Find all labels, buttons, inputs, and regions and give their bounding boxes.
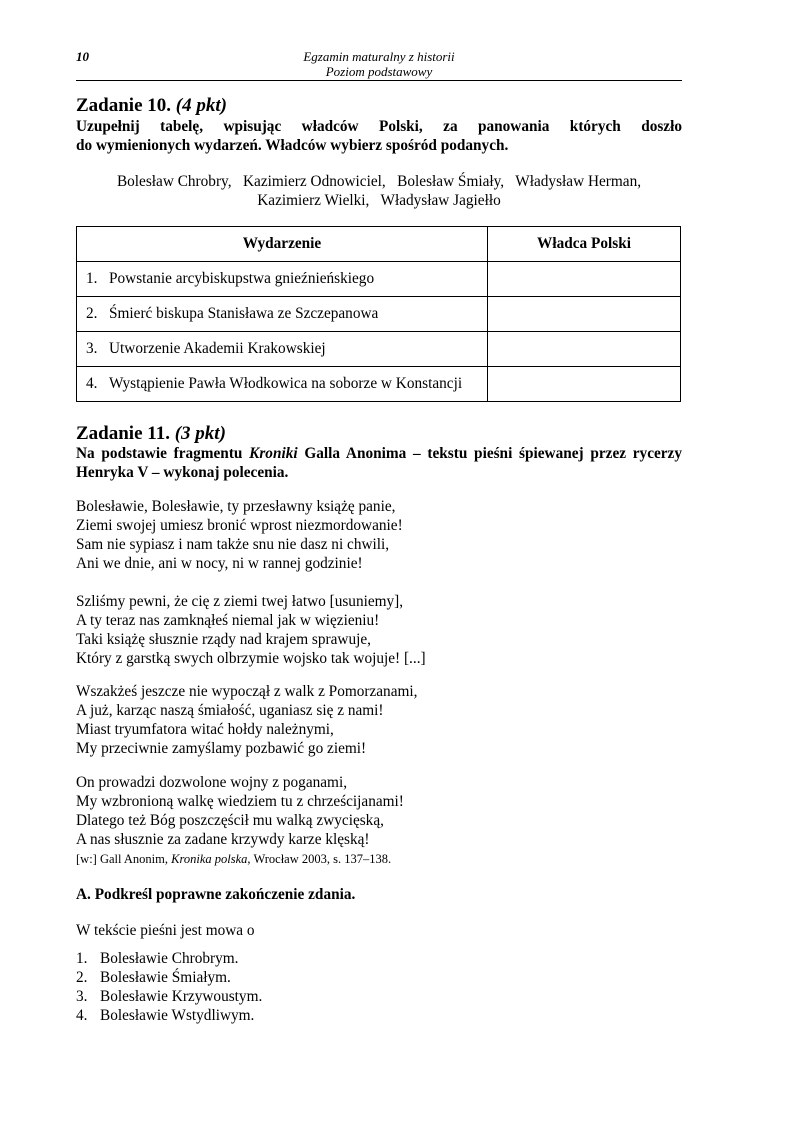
task11-title-text: Zadanie 11.: [76, 423, 170, 444]
option-text: Bolesławie Wstydliwym.: [100, 1007, 255, 1024]
source-citation: [76, 851, 682, 867]
verse-line: My przeciwnie zamyślamy pozbawić go ziemi!: [76, 740, 367, 757]
option-text: Bolesławie Śmiałym.: [100, 969, 231, 986]
verse-line: Bolesławie, Bolesławie, ty przesławny książę panie,: [76, 498, 396, 515]
option-number: 2.: [76, 969, 88, 986]
col-header-ruler: Władca Polski: [488, 227, 681, 262]
source-part: , Wrocław 2003, s. 137–138.: [247, 852, 392, 866]
verse-line: My wzbronioną walkę wiedziem tu z chrześcijanami!: [76, 793, 404, 810]
source-book-title: Kronika polska: [171, 852, 248, 866]
rulers-line1: Bolesław Chrobry, Kazimierz Odnowiciel, Bolesław Śmiały, Władysław Herman,: [116, 173, 642, 190]
verse-line: A nas słusznie za zadane krzywdy karze klęską!: [76, 831, 370, 848]
option-text: Bolesławie Krzywoustym.: [100, 988, 263, 1005]
verse-line: Szliśmy pewni, że cię z ziemi twej łatwo [usuniemy],: [76, 593, 404, 610]
verse-line: Miast tryumfatora witać hołdy należnymi,: [76, 721, 334, 738]
instr-part: Na podstawie fragmentu: [76, 445, 250, 462]
partA-stem: W tekście pieśni jest mowa o: [76, 922, 255, 939]
option-item[interactable]: [76, 987, 682, 1006]
task10-instruction-line2: do wymienionych wydarzeń. Władców wybierz spośród podanych.: [76, 137, 509, 154]
source-part: [w:] Gall Anonim,: [76, 852, 172, 866]
header-title-line1: Egzamin maturalny z historii: [303, 49, 455, 64]
option-number: 4.: [76, 1007, 88, 1024]
row-number: 1.: [86, 270, 98, 287]
task10-points: (4 pkt): [175, 95, 227, 116]
page-number: 10: [76, 49, 89, 64]
event-cell: [77, 262, 488, 297]
ruler-answer-cell[interactable]: [488, 332, 681, 367]
option-item[interactable]: [76, 1006, 682, 1025]
instr-title-kroniki: Kroniki: [249, 445, 298, 462]
ruler-answer-cell[interactable]: [488, 297, 681, 332]
task11-instruction-line1: [76, 444, 682, 463]
song-stanza-3: [76, 682, 682, 758]
option-number: 3.: [76, 988, 88, 1005]
table-header-row: [77, 227, 681, 262]
event-cell: [77, 367, 488, 402]
event-text: Utworzenie Akademii Krakowskiej: [109, 340, 326, 357]
task10-instruction-line1: Uzupełnij tabelę, wpisując władców Polski, za panowania których doszło: [76, 118, 682, 135]
task10-instruction: [76, 117, 682, 155]
event-cell: [77, 332, 488, 367]
verse-line: Taki książę słusznie rządy nad krajem sprawuje,: [76, 631, 371, 648]
task11-points: (3 pkt): [174, 423, 226, 444]
instr-part: Galla Anonima – tekstu pieśni śpiewanej przez rycerzy: [297, 445, 682, 462]
verse-line: Który z garstką swych olbrzymie wojsko tak wojuje! [...]: [76, 650, 426, 667]
ruler-answer-cell[interactable]: [488, 262, 681, 297]
task10-table: [76, 226, 681, 402]
option-item[interactable]: [76, 968, 682, 987]
partA-options: [76, 949, 682, 1025]
option-text: Bolesławie Chrobrym.: [100, 950, 239, 967]
song-stanza-2: [76, 592, 682, 668]
verse-line: Ziemi swojej umiesz bronić wprost niezmordowanie!: [76, 517, 403, 534]
table-row: [77, 262, 681, 297]
event-text: Śmierć biskupa Stanisława ze Szczepanowa: [109, 305, 379, 322]
song-stanza-4: [76, 773, 682, 849]
header-title-line2: Poziom podstawowy: [325, 64, 433, 79]
rulers-list: [76, 172, 682, 210]
verse-line: A ty teraz nas zamknąłeś niemal jak w więzieniu!: [76, 612, 380, 629]
table-row: [77, 297, 681, 332]
verse-line: On prowadzi dozwolone wojny z poganami,: [76, 774, 348, 791]
event-text: Wystąpienie Pawła Włodkowica na soborze w Konstancji: [109, 375, 463, 392]
rulers-line2: Kazimierz Wielki, Władysław Jagiełło: [257, 192, 501, 209]
task10-title: [76, 95, 682, 117]
task11-title: [76, 423, 682, 445]
col-header-event: Wydarzenie: [77, 227, 488, 262]
row-number: 3.: [86, 340, 98, 357]
task11-instruction: [76, 444, 682, 482]
table-row: [77, 332, 681, 367]
ruler-answer-cell[interactable]: [488, 367, 681, 402]
partA-title: A. Podkreśl poprawne zakończenie zdania.: [76, 886, 356, 903]
row-number: 2.: [86, 305, 98, 322]
verse-line: A już, karząc naszą śmiałość, uganiasz się z nami!: [76, 702, 384, 719]
event-text: Powstanie arcybiskupstwa gnieźnieńskiego: [109, 270, 375, 287]
verse-line: Ani we dnie, ani w nocy, ni w rannej godzinie!: [76, 555, 363, 572]
task11-instruction-line2: Henryka V – wykonaj polecenia.: [76, 464, 289, 481]
page-header: [76, 46, 682, 81]
verse-line: Dlatego też Bóg poszczęścił mu walką zwycięską,: [76, 812, 384, 829]
header-title: [76, 49, 682, 79]
song-stanza-1: [76, 497, 682, 573]
option-number: 1.: [76, 950, 88, 967]
verse-line: Sam nie sypiasz i nam także snu nie dasz ni chwili,: [76, 536, 390, 553]
event-cell: [77, 297, 488, 332]
table-row: [77, 367, 681, 402]
option-item[interactable]: [76, 949, 682, 968]
verse-line: Wszakżeś jeszcze nie wypoczął z walk z Pomorzanami,: [76, 683, 418, 700]
task10-title-text: Zadanie 10.: [76, 95, 172, 116]
row-number: 4.: [86, 375, 98, 392]
